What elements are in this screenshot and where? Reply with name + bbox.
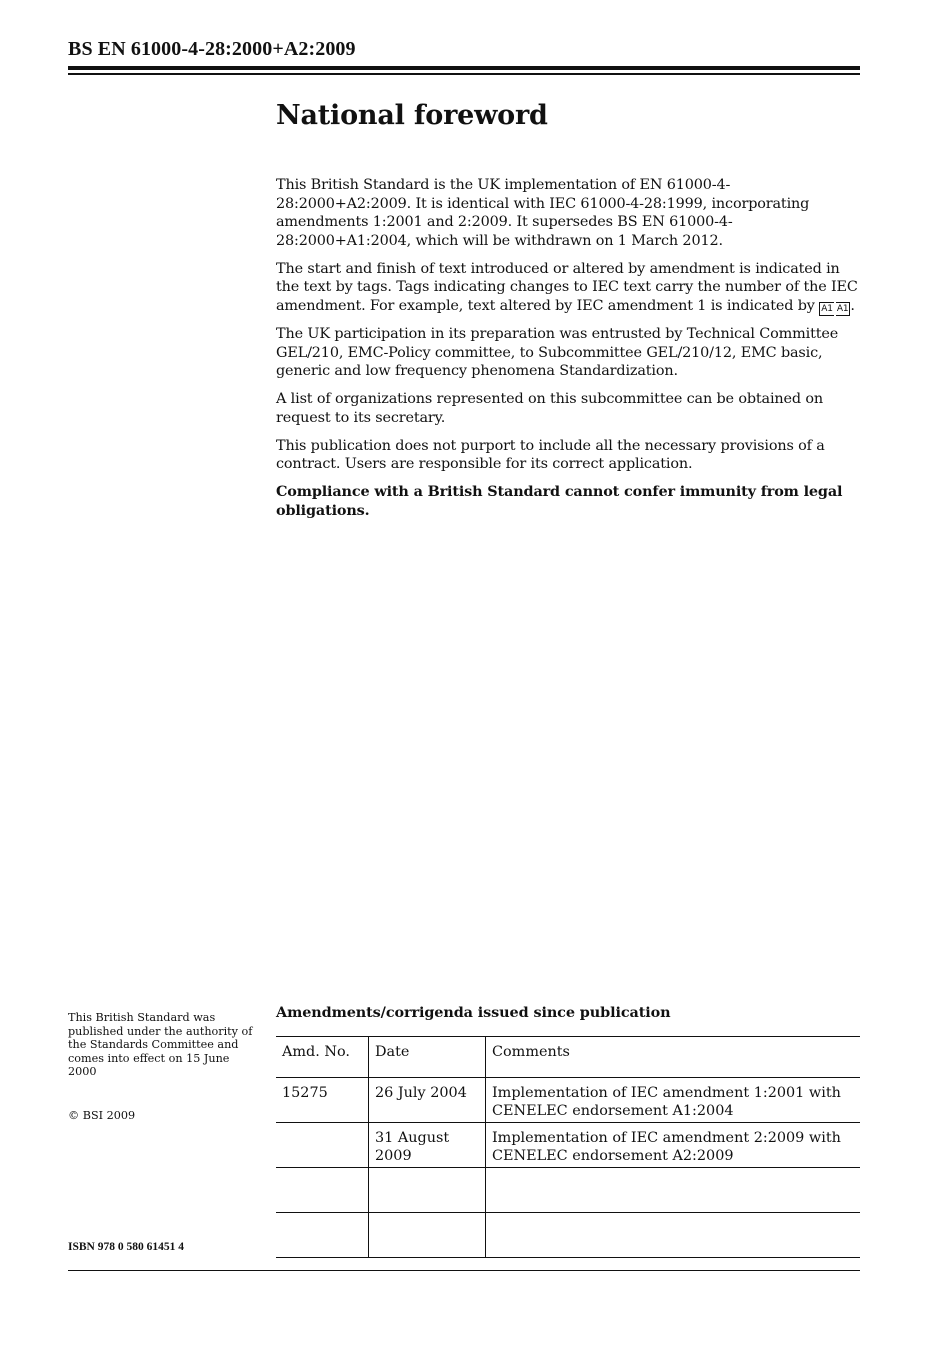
column-header-comments: Comments <box>486 1037 861 1078</box>
foreword-paragraph-compliance: Compliance with a British Standard cannot confer immunity from legal obligations. <box>276 483 843 519</box>
cell-comments <box>486 1213 861 1258</box>
table-row <box>276 1078 860 1123</box>
cell-date <box>369 1213 486 1258</box>
cell-date <box>369 1168 486 1213</box>
foreword-paragraph-tags <box>276 260 861 316</box>
tags-text: The start and finish of text introduced or altered by amendment is indicated in the text by tags. Tags indicating changes to IEC text carry the number of the IEC amendment. For example, text altered by IEC amendment 1 is indicated by <box>276 260 858 314</box>
header-rule-thin <box>68 73 860 75</box>
foreword-paragraph-organizations: A list of organizations represented on this subcommittee can be obtained on request to its secretary. <box>276 391 824 426</box>
amendment-tag-open-icon: A1 <box>821 303 833 314</box>
foreword-paragraph-participation: The UK participation in its preparation was entrusted by Technical Committee GEL/210, EMC-Policy committee, to Subcommittee GEL/210/12, EMC basic, generic and low frequency phenomena Standardization. <box>276 326 839 379</box>
table-row <box>276 1213 860 1258</box>
table-row <box>276 1123 860 1168</box>
header-standard-id: BS EN 61000-4-28:2000+A2:2009 <box>68 38 356 60</box>
cell-comments <box>486 1168 861 1213</box>
foreword-body <box>276 176 861 530</box>
cell-comments: Implementation of IEC amendment 2:2009 with CENELEC endorsement A2:2009 <box>486 1123 861 1168</box>
amendments-title: Amendments/corrigenda issued since publication <box>276 1004 671 1021</box>
cell-amd-no <box>276 1123 369 1168</box>
isbn: ISBN 978 0 580 61451 4 <box>68 1241 184 1253</box>
cell-amd-no <box>276 1168 369 1213</box>
header-rule-thick <box>68 66 860 70</box>
table-row <box>276 1168 860 1213</box>
amendments-table <box>276 1036 860 1258</box>
page-title: National foreword <box>276 100 548 131</box>
cell-amd-no: 15275 <box>282 1085 328 1101</box>
publication-note: This British Standard was published under the authority of the Standards Committee and comes into effect on 15 June 2000 <box>68 1011 253 1079</box>
foreword-paragraph-implementation: This British Standard is the UK implementation of EN 61000-4-28:2000+A2:2009. It is identical with IEC 61000-4-28:1999, incorporating amendments 1:2001 and 2:2009. It supersedes BS EN 61000-4-28:2000+A1:2004, which will be withdrawn on 1 March 2012. <box>276 177 810 249</box>
amendment-tag-close-icon: A1 <box>836 303 849 314</box>
cell-amd-no <box>276 1213 369 1258</box>
tags-period: . <box>850 297 855 314</box>
copyright: © BSI 2009 <box>68 1109 136 1122</box>
foreword-paragraph-provisions: This publication does not purport to include all the necessary provisions of a contract. Users are responsible for its correct application. <box>276 437 825 472</box>
column-header-amd-no: Amd. No. <box>282 1044 350 1060</box>
cell-date: 31 August 2009 <box>369 1123 486 1168</box>
cell-comments: Implementation of IEC amendment 1:2001 with CENELEC endorsement A1:2004 <box>486 1078 861 1123</box>
table-header-row <box>276 1037 860 1078</box>
footer-rule <box>68 1270 860 1271</box>
cell-date: 26 July 2004 <box>369 1078 486 1123</box>
column-header-date: Date <box>369 1037 486 1078</box>
